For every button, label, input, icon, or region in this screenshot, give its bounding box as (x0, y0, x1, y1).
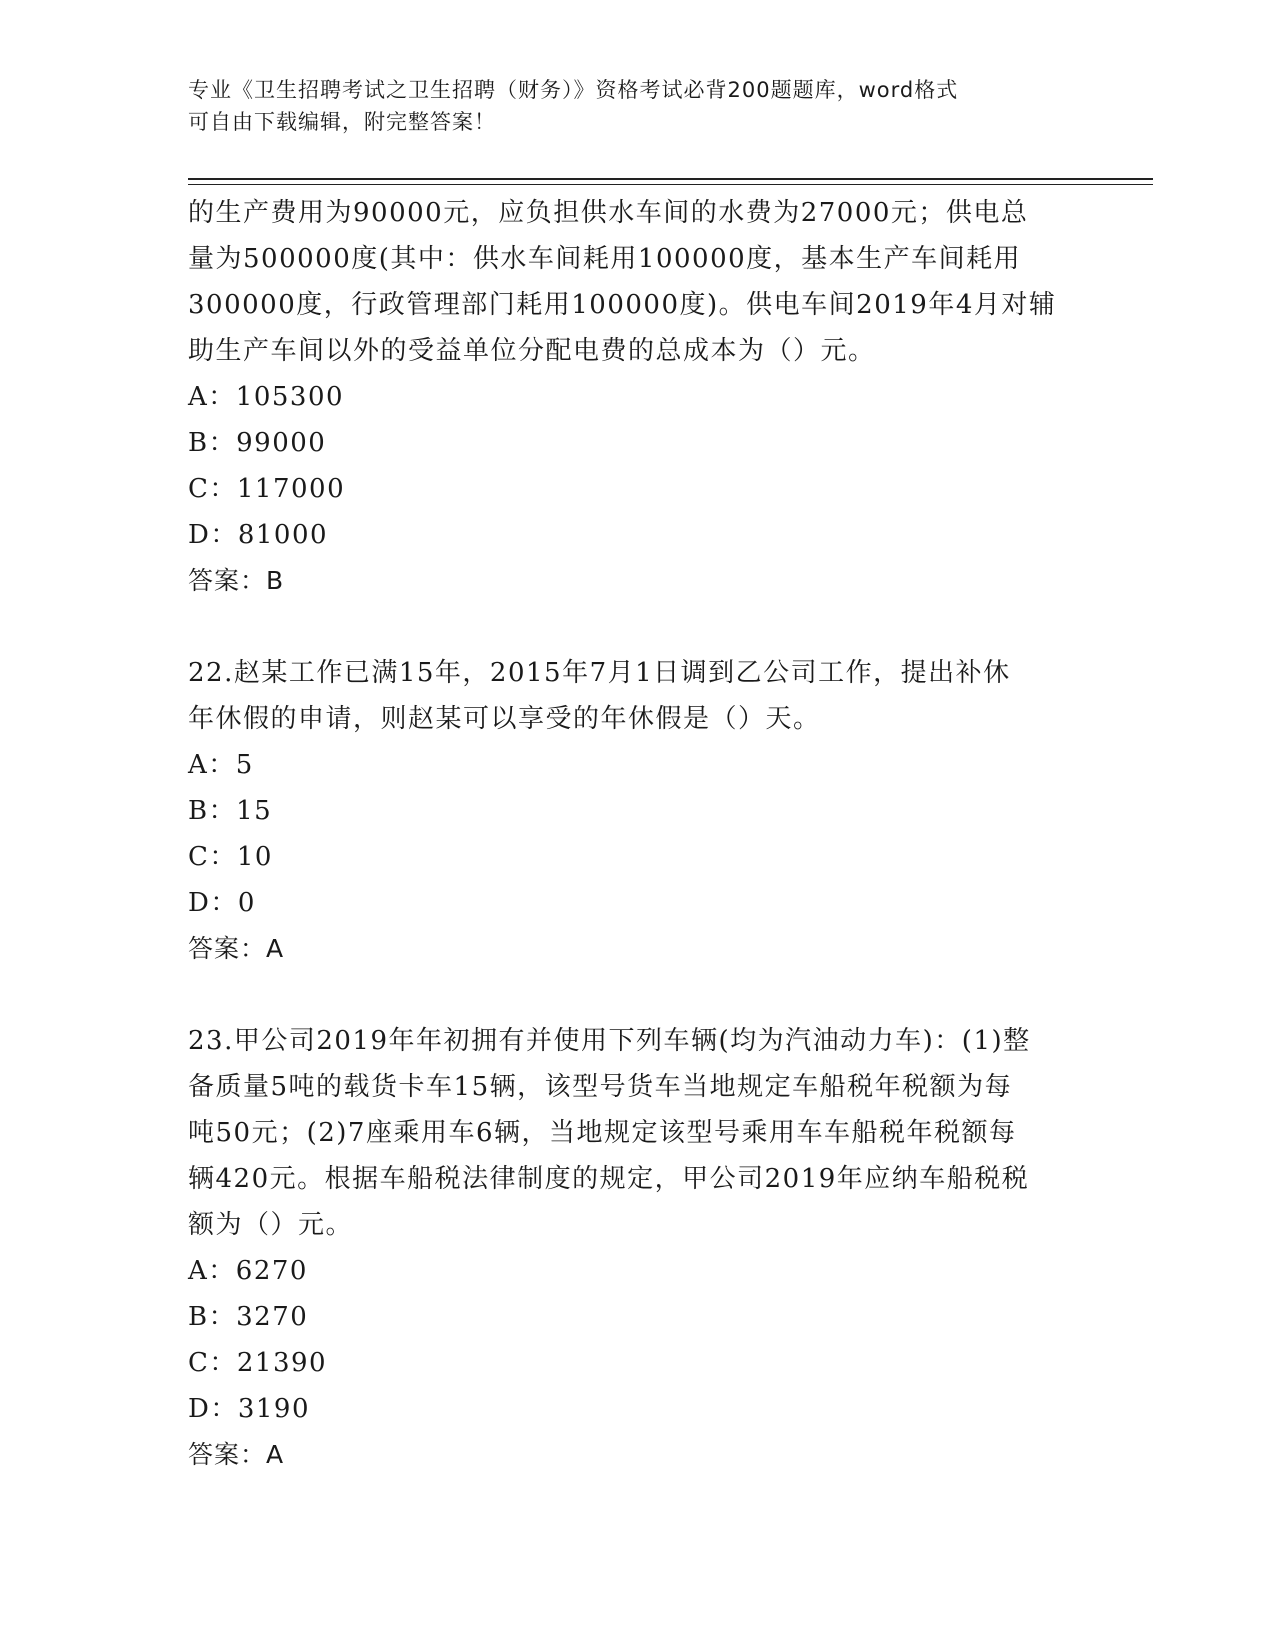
header-title-line-2: 可自由下载编辑，附完整答案！ (188, 110, 496, 134)
question-stem (188, 650, 1088, 742)
option-b: B：3270 (188, 1302, 309, 1332)
option-d: D：81000 (188, 520, 329, 550)
document-header (188, 74, 1068, 138)
option-a: A：6270 (188, 1256, 308, 1286)
question-stem-line: 辆420元。根据车船税法律制度的规定，甲公司2019年应纳车船税税 (188, 1164, 1030, 1194)
option-c: C：21390 (188, 1348, 328, 1378)
header-divider-thick (188, 178, 1153, 180)
question-stem-line: 助生产车间以外的受益单位分配电费的总成本为（）元。 (188, 336, 876, 366)
question-stem-line: 量为500000度(其中：供水车间耗用100000度，基本生产车间耗用 (188, 244, 1022, 274)
answer-line: 答案：A (188, 1440, 285, 1469)
header-title-line-1: 专业《卫生招聘考试之卫生招聘（财务）》资格考试必背200题题库，word格式 (188, 78, 959, 102)
question-list (188, 190, 1088, 1478)
question-block (188, 190, 1088, 604)
question-stem-line: 的生产费用为90000元，应负担供水车间的水费为27000元；供电总 (188, 198, 1029, 228)
option-a: A：105300 (188, 382, 345, 412)
option-c: C：10 (188, 842, 273, 872)
question-stem-line: 300000度，行政管理部门耗用100000度)。供电车间2019年4月对辅 (188, 290, 1057, 320)
header-divider-thin (188, 184, 1153, 185)
option-c: C：117000 (188, 474, 346, 504)
answer-line: 答案：A (188, 934, 285, 963)
answer-line: 答案：B (188, 566, 285, 595)
question-stem-line: 23.甲公司2019年年初拥有并使用下列车辆(均为汽油动力车)：(1)整 (188, 1026, 1031, 1056)
option-d: D：0 (188, 888, 256, 918)
question-block (188, 1018, 1088, 1478)
question-block (188, 650, 1088, 972)
question-stem (188, 1018, 1088, 1248)
question-stem-line: 备质量5吨的载货卡车15辆，该型号货车当地规定车船税年税额为每 (188, 1072, 1013, 1102)
option-b: B：99000 (188, 428, 327, 458)
option-b: B：15 (188, 796, 273, 826)
option-a: A：5 (188, 750, 254, 780)
question-stem (188, 190, 1088, 374)
question-stem-line: 吨50元；(2)7座乘用车6辆，当地规定该型号乘用车车船税年税额每 (188, 1118, 1017, 1148)
question-stem-line: 年休假的申请，则赵某可以享受的年休假是（）天。 (188, 704, 821, 734)
question-stem-line: 22.赵某工作已满15年，2015年7月1日调到乙公司工作，提出补休 (188, 658, 1011, 688)
option-d: D：3190 (188, 1394, 311, 1424)
question-stem-line: 额为（）元。 (188, 1210, 354, 1240)
